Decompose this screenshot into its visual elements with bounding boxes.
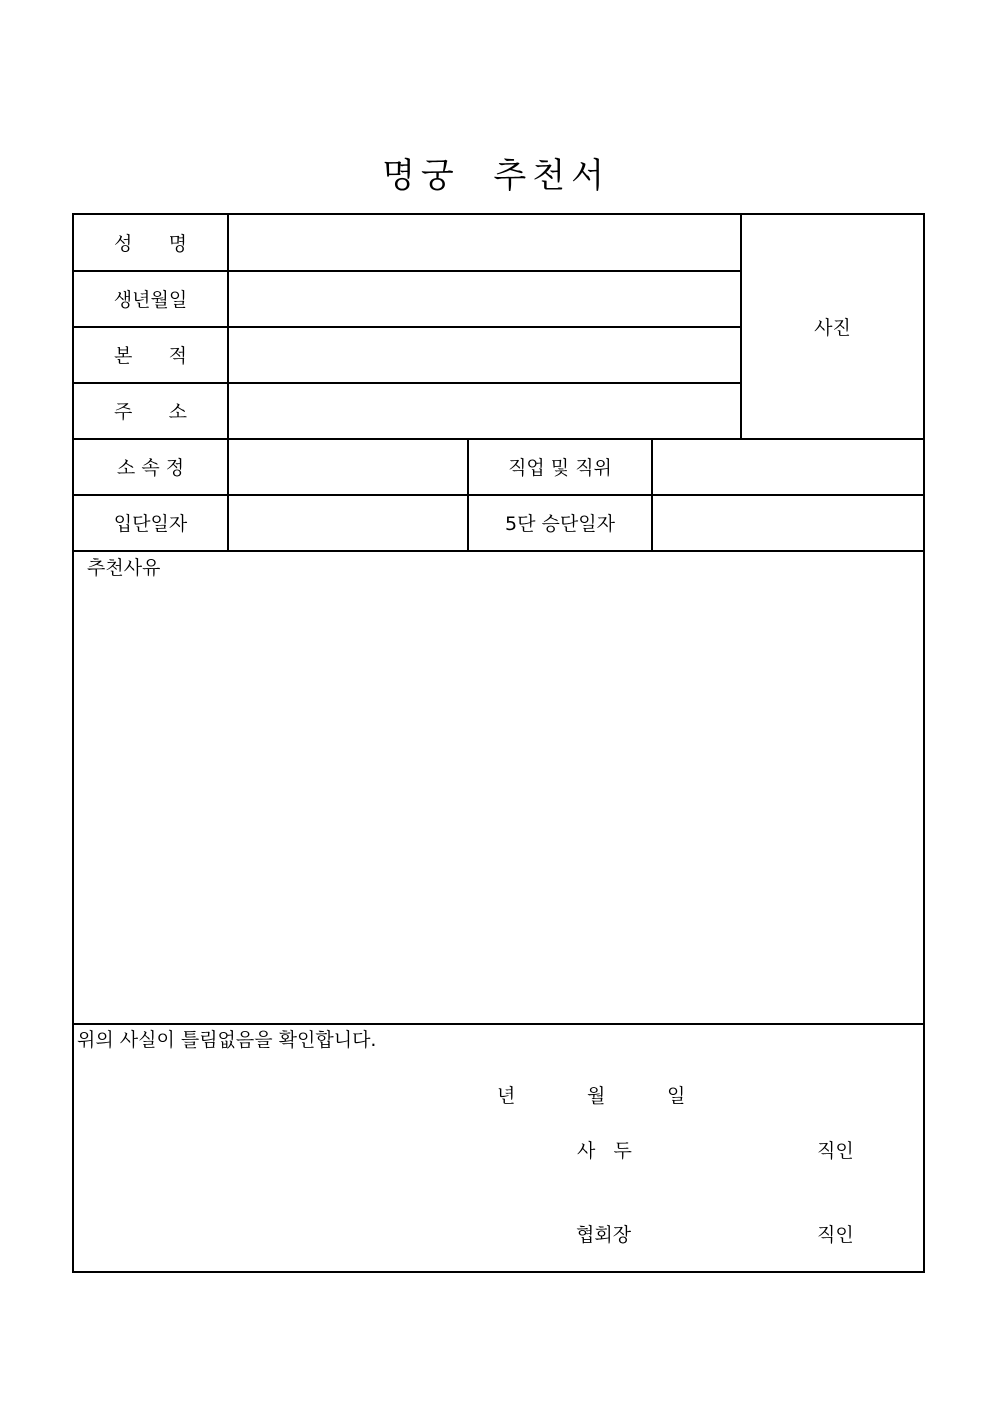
job-field[interactable]: [653, 439, 923, 494]
president-seal: 직인: [817, 1224, 854, 1246]
job-label: 직업 및 직위: [508, 457, 612, 479]
president-label: 협회장: [576, 1224, 632, 1246]
document-title: 명궁 추천서: [382, 156, 610, 196]
address-field[interactable]: [229, 383, 740, 438]
birthdate-label: 생년월일: [113, 289, 188, 311]
origin-field[interactable]: [229, 327, 740, 382]
join-date-label: 입단일자: [113, 513, 188, 535]
date-day: 일: [667, 1085, 686, 1107]
reason-field[interactable]: [74, 580, 923, 1020]
address-label: 주 소: [114, 401, 187, 423]
confirmation-text: 위의 사실이 틀림없음을 확인합니다.: [77, 1029, 377, 1051]
divider: [74, 550, 923, 552]
archer-head-seal: 직인: [817, 1140, 854, 1162]
photo-box: 사진: [814, 317, 851, 339]
name-label: 성 명: [114, 233, 187, 255]
date-year: 년: [497, 1085, 516, 1107]
date-month: 월: [587, 1085, 606, 1107]
affiliation-label: 소 속 정: [116, 457, 185, 479]
reason-label: 추천사유: [87, 557, 161, 579]
origin-label: 본 적: [114, 345, 187, 367]
promotion-date-label: 5단 승단일자: [505, 513, 615, 535]
join-date-field[interactable]: [229, 495, 467, 550]
promotion-date-field[interactable]: [653, 495, 923, 550]
name-field[interactable]: [229, 215, 740, 270]
affiliation-field[interactable]: [229, 439, 467, 494]
archer-head-label: 사 두: [577, 1140, 632, 1162]
birthdate-field[interactable]: [229, 271, 740, 326]
recommendation-form: [72, 213, 925, 1273]
